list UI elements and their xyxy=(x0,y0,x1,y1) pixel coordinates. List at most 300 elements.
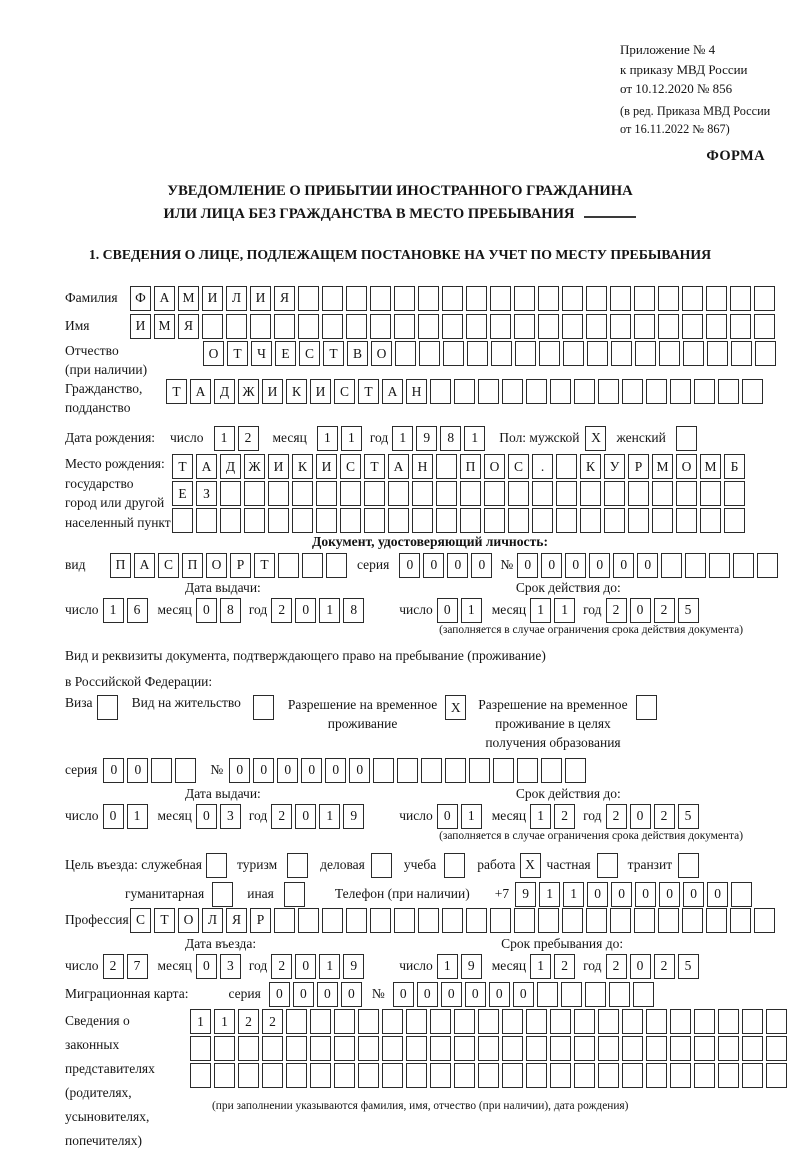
char-cell[interactable]: П xyxy=(110,553,131,578)
char-cell[interactable] xyxy=(574,1063,595,1088)
char-cell[interactable] xyxy=(206,853,227,878)
char-cell[interactable] xyxy=(730,908,751,933)
char-cell[interactable] xyxy=(346,314,367,339)
char-cell[interactable]: Ч xyxy=(251,341,272,366)
char-cell[interactable] xyxy=(412,481,433,506)
char-cell[interactable]: 0 xyxy=(630,804,651,829)
char-cell[interactable] xyxy=(442,314,463,339)
char-cell[interactable]: И xyxy=(250,286,271,311)
char-cell[interactable] xyxy=(676,481,697,506)
char-cell[interactable]: 1 xyxy=(554,598,575,623)
char-cell[interactable] xyxy=(268,481,289,506)
char-cell[interactable] xyxy=(334,1009,355,1034)
char-cell[interactable] xyxy=(443,341,464,366)
char-cell[interactable]: В xyxy=(347,341,368,366)
char-cell[interactable] xyxy=(646,1063,667,1088)
char-cell[interactable] xyxy=(622,1063,643,1088)
char-cell[interactable] xyxy=(565,758,586,783)
char-cell[interactable]: 0 xyxy=(635,882,656,907)
char-cell[interactable]: Р xyxy=(250,908,271,933)
char-cell[interactable] xyxy=(340,481,361,506)
char-cell[interactable] xyxy=(334,1063,355,1088)
char-cell[interactable] xyxy=(364,481,385,506)
char-cell[interactable] xyxy=(454,1063,475,1088)
char-cell[interactable] xyxy=(604,481,625,506)
char-cell[interactable]: К xyxy=(292,454,313,479)
char-cell[interactable] xyxy=(526,1009,547,1034)
char-cell[interactable] xyxy=(478,1009,499,1034)
char-cell[interactable]: С xyxy=(508,454,529,479)
birthplace-cells-row1[interactable] xyxy=(172,454,745,479)
char-cell[interactable] xyxy=(742,379,763,404)
char-cell[interactable]: 0 xyxy=(277,758,298,783)
char-cell[interactable] xyxy=(430,379,451,404)
char-cell[interactable] xyxy=(694,1009,715,1034)
char-cell[interactable]: К xyxy=(580,454,601,479)
char-cell[interactable] xyxy=(175,758,196,783)
char-cell[interactable]: О xyxy=(371,341,392,366)
char-cell[interactable]: Ж xyxy=(244,454,265,479)
char-cell[interactable] xyxy=(597,853,618,878)
char-cell[interactable] xyxy=(466,908,487,933)
temp-residence-checkbox[interactable] xyxy=(445,695,466,720)
char-cell[interactable]: 0 xyxy=(471,553,492,578)
doc-series-cells[interactable] xyxy=(399,553,492,578)
char-cell[interactable] xyxy=(244,508,265,533)
char-cell[interactable] xyxy=(322,314,343,339)
char-cell[interactable] xyxy=(586,286,607,311)
char-cell[interactable]: 0 xyxy=(417,982,438,1007)
char-cell[interactable] xyxy=(766,1036,787,1061)
char-cell[interactable] xyxy=(731,341,752,366)
char-cell[interactable] xyxy=(742,1009,763,1034)
char-cell[interactable]: 0 xyxy=(611,882,632,907)
char-cell[interactable] xyxy=(274,314,295,339)
char-cell[interactable]: 0 xyxy=(103,758,124,783)
purpose-humanitarian-checkbox[interactable] xyxy=(212,882,233,907)
char-cell[interactable]: 2 xyxy=(606,598,627,623)
char-cell[interactable] xyxy=(538,314,559,339)
char-cell[interactable] xyxy=(754,286,775,311)
char-cell[interactable]: 0 xyxy=(589,553,610,578)
char-cell[interactable]: 1 xyxy=(127,804,148,829)
char-cell[interactable]: X xyxy=(445,695,466,720)
char-cell[interactable]: 0 xyxy=(613,553,634,578)
char-cell[interactable] xyxy=(700,508,721,533)
char-cell[interactable] xyxy=(550,1009,571,1034)
char-cell[interactable]: 1 xyxy=(464,426,485,451)
char-cell[interactable] xyxy=(718,1009,739,1034)
doc-type-cells[interactable] xyxy=(110,553,347,578)
char-cell[interactable] xyxy=(388,481,409,506)
char-cell[interactable] xyxy=(490,314,511,339)
char-cell[interactable]: А xyxy=(190,379,211,404)
char-cell[interactable] xyxy=(670,1009,691,1034)
char-cell[interactable] xyxy=(561,982,582,1007)
char-cell[interactable] xyxy=(652,508,673,533)
char-cell[interactable]: О xyxy=(178,908,199,933)
char-cell[interactable] xyxy=(395,341,416,366)
char-cell[interactable] xyxy=(766,1009,787,1034)
char-cell[interactable]: М xyxy=(154,314,175,339)
permit-number-cells[interactable] xyxy=(229,758,586,783)
char-cell[interactable]: 0 xyxy=(659,882,680,907)
char-cell[interactable] xyxy=(334,1036,355,1061)
char-cell[interactable]: 7 xyxy=(127,954,148,979)
char-cell[interactable]: 1 xyxy=(461,598,482,623)
char-cell[interactable] xyxy=(394,286,415,311)
char-cell[interactable]: 0 xyxy=(295,598,316,623)
char-cell[interactable]: 0 xyxy=(127,758,148,783)
char-cell[interactable]: А xyxy=(196,454,217,479)
purpose-study-checkbox[interactable] xyxy=(444,853,465,878)
char-cell[interactable] xyxy=(238,1063,259,1088)
char-cell[interactable] xyxy=(622,379,643,404)
char-cell[interactable] xyxy=(694,1036,715,1061)
char-cell[interactable] xyxy=(706,908,727,933)
permit-issue-year-cells[interactable] xyxy=(271,804,364,829)
char-cell[interactable] xyxy=(514,286,535,311)
char-cell[interactable]: 2 xyxy=(271,598,292,623)
char-cell[interactable] xyxy=(526,1063,547,1088)
char-cell[interactable] xyxy=(556,454,577,479)
char-cell[interactable] xyxy=(766,1063,787,1088)
residence-permit-checkbox[interactable] xyxy=(253,695,274,720)
char-cell[interactable] xyxy=(730,286,751,311)
char-cell[interactable] xyxy=(562,314,583,339)
char-cell[interactable] xyxy=(604,508,625,533)
char-cell[interactable]: 1 xyxy=(319,954,340,979)
char-cell[interactable] xyxy=(460,481,481,506)
char-cell[interactable] xyxy=(685,553,706,578)
char-cell[interactable]: X xyxy=(585,426,606,451)
char-cell[interactable]: 1 xyxy=(319,804,340,829)
char-cell[interactable]: П xyxy=(460,454,481,479)
stay-month-cells[interactable] xyxy=(530,954,575,979)
char-cell[interactable]: 5 xyxy=(678,954,699,979)
char-cell[interactable] xyxy=(346,286,367,311)
char-cell[interactable]: Т xyxy=(323,341,344,366)
char-cell[interactable] xyxy=(538,908,559,933)
char-cell[interactable] xyxy=(442,286,463,311)
birth-day-cells[interactable] xyxy=(214,426,259,451)
char-cell[interactable] xyxy=(490,908,511,933)
char-cell[interactable]: 3 xyxy=(220,804,241,829)
profession-cells[interactable] xyxy=(130,908,775,933)
char-cell[interactable] xyxy=(646,1009,667,1034)
char-cell[interactable] xyxy=(436,454,457,479)
char-cell[interactable] xyxy=(502,379,523,404)
char-cell[interactable] xyxy=(754,314,775,339)
char-cell[interactable] xyxy=(628,481,649,506)
char-cell[interactable]: Р xyxy=(628,454,649,479)
char-cell[interactable] xyxy=(466,286,487,311)
char-cell[interactable] xyxy=(563,341,584,366)
char-cell[interactable] xyxy=(694,379,715,404)
char-cell[interactable] xyxy=(682,314,703,339)
char-cell[interactable] xyxy=(537,982,558,1007)
char-cell[interactable] xyxy=(611,341,632,366)
char-cell[interactable] xyxy=(670,1036,691,1061)
char-cell[interactable] xyxy=(493,758,514,783)
char-cell[interactable]: Т xyxy=(166,379,187,404)
birthplace-cells-row2[interactable] xyxy=(172,481,745,506)
char-cell[interactable] xyxy=(706,314,727,339)
char-cell[interactable] xyxy=(322,908,343,933)
char-cell[interactable] xyxy=(346,908,367,933)
char-cell[interactable] xyxy=(598,1036,619,1061)
char-cell[interactable] xyxy=(661,553,682,578)
char-cell[interactable] xyxy=(556,481,577,506)
char-cell[interactable] xyxy=(310,1009,331,1034)
char-cell[interactable] xyxy=(406,1009,427,1034)
char-cell[interactable]: 8 xyxy=(343,598,364,623)
char-cell[interactable]: 0 xyxy=(447,553,468,578)
char-cell[interactable]: Е xyxy=(275,341,296,366)
char-cell[interactable]: 0 xyxy=(196,954,217,979)
char-cell[interactable]: А xyxy=(134,553,155,578)
char-cell[interactable] xyxy=(587,341,608,366)
char-cell[interactable] xyxy=(226,314,247,339)
char-cell[interactable]: 0 xyxy=(301,758,322,783)
char-cell[interactable] xyxy=(700,481,721,506)
id-valid-day-cells[interactable] xyxy=(437,598,482,623)
char-cell[interactable]: 2 xyxy=(606,804,627,829)
char-cell[interactable]: Я xyxy=(178,314,199,339)
char-cell[interactable]: У xyxy=(604,454,625,479)
char-cell[interactable]: 0 xyxy=(517,553,538,578)
char-cell[interactable]: Д xyxy=(214,379,235,404)
char-cell[interactable]: 1 xyxy=(190,1009,211,1034)
char-cell[interactable]: Я xyxy=(274,286,295,311)
char-cell[interactable]: С xyxy=(334,379,355,404)
char-cell[interactable]: Ф xyxy=(130,286,151,311)
char-cell[interactable] xyxy=(580,481,601,506)
char-cell[interactable] xyxy=(574,1009,595,1034)
purpose-other-checkbox[interactable] xyxy=(284,882,305,907)
char-cell[interactable] xyxy=(526,379,547,404)
char-cell[interactable] xyxy=(310,1063,331,1088)
char-cell[interactable] xyxy=(151,758,172,783)
representatives-cells-row3[interactable] xyxy=(190,1063,787,1088)
migration-number-cells[interactable] xyxy=(393,982,654,1007)
char-cell[interactable]: 2 xyxy=(654,954,675,979)
char-cell[interactable]: С xyxy=(130,908,151,933)
char-cell[interactable] xyxy=(436,508,457,533)
char-cell[interactable]: 9 xyxy=(416,426,437,451)
char-cell[interactable] xyxy=(670,1063,691,1088)
char-cell[interactable] xyxy=(678,853,699,878)
char-cell[interactable]: 0 xyxy=(295,954,316,979)
patronymic-cells[interactable] xyxy=(203,341,776,366)
phone-cells[interactable] xyxy=(515,882,752,907)
char-cell[interactable]: А xyxy=(382,379,403,404)
char-cell[interactable]: 1 xyxy=(103,598,124,623)
char-cell[interactable]: О xyxy=(203,341,224,366)
char-cell[interactable] xyxy=(220,481,241,506)
char-cell[interactable] xyxy=(532,481,553,506)
char-cell[interactable]: 1 xyxy=(563,882,584,907)
char-cell[interactable]: 2 xyxy=(238,426,259,451)
char-cell[interactable]: И xyxy=(316,454,337,479)
char-cell[interactable] xyxy=(220,508,241,533)
char-cell[interactable] xyxy=(676,508,697,533)
char-cell[interactable] xyxy=(284,882,305,907)
char-cell[interactable]: Н xyxy=(406,379,427,404)
char-cell[interactable] xyxy=(730,314,751,339)
char-cell[interactable]: 0 xyxy=(229,758,250,783)
char-cell[interactable] xyxy=(212,882,233,907)
char-cell[interactable] xyxy=(419,341,440,366)
char-cell[interactable]: 0 xyxy=(196,598,217,623)
char-cell[interactable] xyxy=(244,481,265,506)
char-cell[interactable] xyxy=(466,314,487,339)
char-cell[interactable] xyxy=(430,1009,451,1034)
char-cell[interactable] xyxy=(709,553,730,578)
char-cell[interactable]: 1 xyxy=(530,954,551,979)
char-cell[interactable] xyxy=(682,908,703,933)
char-cell[interactable]: 3 xyxy=(220,954,241,979)
char-cell[interactable]: 1 xyxy=(317,426,338,451)
temp-residence-edu-checkbox[interactable] xyxy=(636,695,657,720)
char-cell[interactable]: Т xyxy=(254,553,275,578)
char-cell[interactable]: 2 xyxy=(554,954,575,979)
char-cell[interactable]: 5 xyxy=(678,598,699,623)
char-cell[interactable] xyxy=(658,908,679,933)
permit-issue-month-cells[interactable] xyxy=(196,804,241,829)
char-cell[interactable]: 1 xyxy=(539,882,560,907)
char-cell[interactable]: 0 xyxy=(465,982,486,1007)
entry-year-cells[interactable] xyxy=(271,954,364,979)
char-cell[interactable] xyxy=(610,286,631,311)
char-cell[interactable]: 9 xyxy=(515,882,536,907)
purpose-tourism-checkbox[interactable] xyxy=(287,853,308,878)
char-cell[interactable] xyxy=(442,908,463,933)
char-cell[interactable] xyxy=(406,1063,427,1088)
char-cell[interactable]: 2 xyxy=(554,804,575,829)
char-cell[interactable]: О xyxy=(484,454,505,479)
char-cell[interactable] xyxy=(444,853,465,878)
char-cell[interactable]: З xyxy=(196,481,217,506)
char-cell[interactable]: 0 xyxy=(295,804,316,829)
char-cell[interactable] xyxy=(541,758,562,783)
char-cell[interactable] xyxy=(610,908,631,933)
char-cell[interactable] xyxy=(445,758,466,783)
purpose-official-checkbox[interactable] xyxy=(206,853,227,878)
char-cell[interactable] xyxy=(287,853,308,878)
char-cell[interactable]: И xyxy=(130,314,151,339)
char-cell[interactable] xyxy=(628,508,649,533)
char-cell[interactable] xyxy=(373,758,394,783)
char-cell[interactable]: 2 xyxy=(238,1009,259,1034)
representatives-cells-row2[interactable] xyxy=(190,1036,787,1061)
char-cell[interactable]: И xyxy=(268,454,289,479)
char-cell[interactable] xyxy=(262,1063,283,1088)
char-cell[interactable] xyxy=(633,982,654,1007)
char-cell[interactable] xyxy=(454,1036,475,1061)
stay-day-cells[interactable] xyxy=(437,954,482,979)
char-cell[interactable]: 2 xyxy=(271,954,292,979)
birth-month-cells[interactable] xyxy=(317,426,362,451)
char-cell[interactable] xyxy=(394,908,415,933)
char-cell[interactable]: 0 xyxy=(196,804,217,829)
char-cell[interactable] xyxy=(538,286,559,311)
birth-year-cells[interactable] xyxy=(392,426,485,451)
permit-series-cells[interactable] xyxy=(103,758,196,783)
char-cell[interactable] xyxy=(268,508,289,533)
char-cell[interactable] xyxy=(757,553,778,578)
char-cell[interactable] xyxy=(478,1036,499,1061)
char-cell[interactable]: Л xyxy=(202,908,223,933)
char-cell[interactable]: 0 xyxy=(441,982,462,1007)
char-cell[interactable] xyxy=(262,1036,283,1061)
char-cell[interactable]: И xyxy=(202,286,223,311)
char-cell[interactable]: 1 xyxy=(530,804,551,829)
char-cell[interactable] xyxy=(371,853,392,878)
char-cell[interactable] xyxy=(598,1009,619,1034)
char-cell[interactable]: С xyxy=(158,553,179,578)
permit-valid-day-cells[interactable] xyxy=(437,804,482,829)
char-cell[interactable] xyxy=(370,286,391,311)
char-cell[interactable]: 0 xyxy=(565,553,586,578)
char-cell[interactable]: Т xyxy=(154,908,175,933)
char-cell[interactable] xyxy=(412,508,433,533)
char-cell[interactable]: 2 xyxy=(606,954,627,979)
char-cell[interactable] xyxy=(585,982,606,1007)
char-cell[interactable]: 0 xyxy=(707,882,728,907)
purpose-business-checkbox[interactable] xyxy=(371,853,392,878)
char-cell[interactable] xyxy=(574,379,595,404)
char-cell[interactable] xyxy=(97,695,118,720)
char-cell[interactable] xyxy=(646,379,667,404)
char-cell[interactable] xyxy=(718,379,739,404)
char-cell[interactable]: 0 xyxy=(630,954,651,979)
char-cell[interactable] xyxy=(202,314,223,339)
sex-female-checkbox[interactable] xyxy=(676,426,697,451)
char-cell[interactable] xyxy=(574,1036,595,1061)
char-cell[interactable]: О xyxy=(206,553,227,578)
birthplace-cells-row3[interactable] xyxy=(172,508,745,533)
char-cell[interactable] xyxy=(508,508,529,533)
char-cell[interactable] xyxy=(586,314,607,339)
char-cell[interactable]: 2 xyxy=(271,804,292,829)
char-cell[interactable] xyxy=(196,508,217,533)
char-cell[interactable]: 0 xyxy=(325,758,346,783)
char-cell[interactable] xyxy=(406,1036,427,1061)
char-cell[interactable]: Я xyxy=(226,908,247,933)
char-cell[interactable]: 9 xyxy=(343,954,364,979)
char-cell[interactable]: 1 xyxy=(341,426,362,451)
char-cell[interactable]: 8 xyxy=(440,426,461,451)
id-valid-year-cells[interactable] xyxy=(606,598,699,623)
char-cell[interactable]: 0 xyxy=(399,553,420,578)
char-cell[interactable]: 0 xyxy=(269,982,290,1007)
char-cell[interactable] xyxy=(517,758,538,783)
char-cell[interactable] xyxy=(418,314,439,339)
char-cell[interactable]: 0 xyxy=(253,758,274,783)
char-cell[interactable] xyxy=(326,553,347,578)
char-cell[interactable] xyxy=(370,314,391,339)
char-cell[interactable]: 0 xyxy=(293,982,314,1007)
char-cell[interactable]: 2 xyxy=(654,804,675,829)
char-cell[interactable]: 8 xyxy=(220,598,241,623)
char-cell[interactable]: Е xyxy=(172,481,193,506)
char-cell[interactable] xyxy=(706,286,727,311)
char-cell[interactable]: М xyxy=(652,454,673,479)
purpose-transit-checkbox[interactable] xyxy=(678,853,699,878)
char-cell[interactable] xyxy=(253,695,274,720)
char-cell[interactable]: А xyxy=(388,454,409,479)
